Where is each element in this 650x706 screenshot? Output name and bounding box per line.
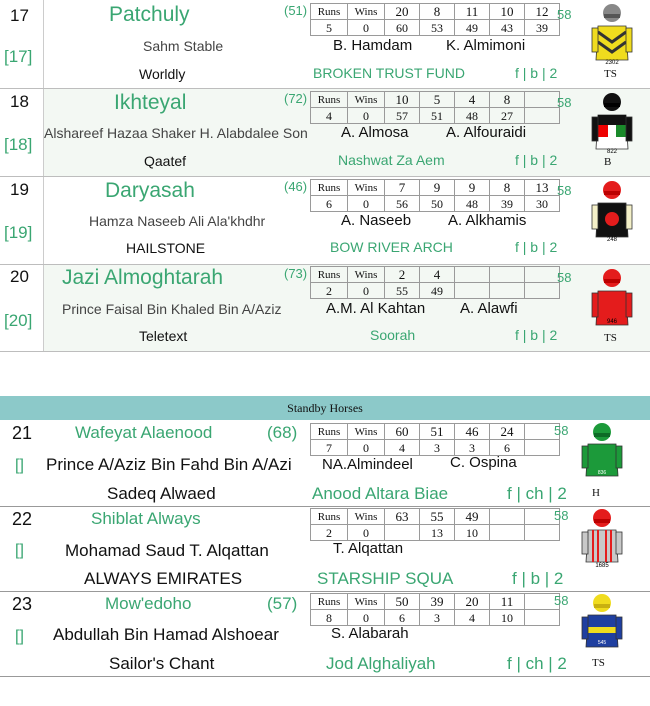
form-cell: 0 — [348, 440, 385, 456]
form-cell: 3 — [420, 610, 455, 626]
jockey: B. Hamdam — [333, 37, 413, 54]
form-cell — [490, 283, 525, 299]
runner-number: 22 — [12, 509, 33, 529]
trainer: A. Alkhamis — [448, 212, 527, 229]
form-cell: 39 — [490, 196, 525, 212]
sire: HAILSTONE — [126, 240, 206, 256]
form-cell: 39 — [420, 594, 455, 610]
trainer: A. Alawfi — [460, 300, 518, 317]
runner-index: [17] — [4, 47, 33, 66]
form-table — [310, 179, 560, 212]
dam: STARSHIP SQUA — [317, 569, 454, 588]
badge: TS — [592, 657, 605, 669]
flags: f | b | 2 — [515, 152, 558, 168]
form-cell: 43 — [490, 20, 525, 36]
sire: Worldly — [139, 66, 186, 82]
form-cell: 4 — [455, 92, 490, 108]
form-cell: 0 — [348, 283, 385, 299]
flags: f | ch | 2 — [507, 654, 567, 673]
silk-number: 836 — [597, 470, 607, 476]
trainer: C. Ospina — [450, 454, 517, 471]
form-cell: 6 — [385, 610, 420, 626]
horse-rating: (51) — [284, 3, 308, 18]
dam: BROKEN TRUST FUND — [313, 65, 465, 81]
form-cell: 63 — [385, 509, 420, 525]
form-cell: 7 — [311, 440, 348, 456]
form-cell: 13 — [525, 180, 560, 196]
horse-name[interactable]: Shiblat Always — [91, 509, 201, 528]
form-cell — [490, 509, 525, 525]
form-cell — [455, 283, 490, 299]
silk-number: 946 — [606, 319, 618, 325]
horse-rating: (57) — [267, 594, 298, 613]
owner: Alshareef Hazaa Shaker H. Alabdalee Son — [44, 125, 308, 141]
form-cell: 0 — [348, 108, 385, 124]
owner: Prince Faisal Bin Khaled Bin A/Aziz — [62, 301, 282, 317]
form-cell: 10 — [490, 4, 525, 20]
form-cell: 5 — [420, 92, 455, 108]
jockey: T. Alqattan — [333, 540, 404, 557]
horse-rating: (68) — [267, 423, 298, 442]
horse-name[interactable]: Mow'edoho — [105, 594, 192, 613]
form-cell: 60 — [385, 20, 420, 36]
runner-row — [0, 177, 650, 265]
weight: 58 — [557, 95, 572, 110]
form-cell: 8 — [420, 4, 455, 20]
form-cell: 56 — [385, 196, 420, 212]
form-cell: 9 — [420, 180, 455, 196]
form-cell: 49 — [455, 509, 490, 525]
wins-label: Wins — [348, 4, 385, 20]
form-cell: 4 — [420, 267, 455, 283]
dam: Jod Alghaliyah — [326, 654, 436, 673]
form-cell: 12 — [525, 4, 560, 20]
weight: 58 — [554, 423, 569, 438]
runner-row — [0, 265, 650, 352]
weight: 58 — [554, 508, 569, 523]
silk-number: 248 — [606, 237, 618, 243]
weight: 58 — [557, 7, 572, 22]
form-cell: 39 — [525, 20, 560, 36]
form-cell: 10 — [385, 92, 420, 108]
badge: TS — [604, 68, 617, 80]
jockey: A. Almosa — [341, 124, 409, 141]
form-cell: 46 — [455, 424, 490, 440]
form-cell: 24 — [490, 424, 525, 440]
form-cell: 6 — [490, 440, 525, 456]
runner-index: [] — [15, 628, 24, 645]
horse-rating: (72) — [284, 91, 308, 106]
form-cell — [525, 283, 560, 299]
owner: Sahm Stable — [143, 38, 224, 54]
form-cell: 11 — [490, 594, 525, 610]
form-table — [310, 91, 560, 124]
form-cell: 55 — [420, 509, 455, 525]
runs-label: Runs — [311, 4, 348, 20]
form-table — [310, 266, 560, 299]
jockey-silks-icon — [590, 91, 634, 155]
dam: Soorah — [370, 327, 416, 343]
wins-label: Wins — [348, 509, 385, 525]
form-cell: 27 — [490, 108, 525, 124]
runs-label: Runs — [311, 180, 348, 196]
form-table — [310, 3, 560, 36]
form-cell: 51 — [420, 424, 455, 440]
form-cell: 50 — [385, 594, 420, 610]
form-cell — [490, 525, 525, 541]
trainer: K. Almimoni — [446, 37, 526, 54]
runner-number: 20 — [10, 267, 29, 286]
form-cell: 7 — [385, 180, 420, 196]
horse-name[interactable]: Jazi Almoghtarah — [62, 266, 224, 289]
weight: 58 — [557, 183, 572, 198]
runner-row — [0, 89, 650, 177]
jockey: A.M. Al Kahtan — [326, 300, 426, 317]
runs-label: Runs — [311, 509, 348, 525]
form-cell: 10 — [490, 610, 525, 626]
horse-name[interactable]: Ikhteyal — [114, 91, 187, 114]
owner: Mohamad Saud T. Alqattan — [65, 541, 269, 560]
weight: 58 — [554, 593, 569, 608]
form-table — [310, 508, 560, 541]
form-cell — [525, 440, 560, 456]
form-cell: 4 — [455, 610, 490, 626]
form-cell — [455, 267, 490, 283]
silk-number: 822 — [606, 149, 618, 155]
form-cell: 8 — [490, 92, 525, 108]
flags: f | ch | 2 — [507, 484, 567, 503]
runner-row — [0, 0, 650, 89]
form-table — [310, 423, 560, 456]
form-cell: 60 — [385, 424, 420, 440]
form-cell: 55 — [385, 283, 420, 299]
form-cell: 49 — [420, 283, 455, 299]
form-cell: 57 — [385, 108, 420, 124]
wins-label: Wins — [348, 594, 385, 610]
runner-number: 23 — [12, 594, 33, 614]
jockey-silks-icon — [590, 267, 634, 331]
badge: B — [604, 156, 612, 168]
owner: Abdullah Bin Hamad Alshoear — [53, 625, 279, 644]
sire: Sadeq Alwaed — [107, 484, 216, 503]
runner-index: [18] — [4, 135, 33, 154]
form-cell: 0 — [348, 610, 385, 626]
dam: BOW RIVER ARCH — [330, 239, 453, 255]
dam: Nashwat Za Aem — [338, 152, 445, 168]
jockey-silks-icon — [580, 508, 624, 568]
jockey-silks-icon — [590, 2, 634, 66]
form-cell: 6 — [311, 196, 348, 212]
sire: Teletext — [139, 328, 188, 344]
runner-index: [19] — [4, 223, 33, 242]
runner-index: [] — [15, 542, 24, 559]
form-cell: 3 — [420, 440, 455, 456]
jockey-silks-icon — [590, 179, 634, 243]
standby-header: Standby Horses — [0, 396, 650, 420]
runs-label: Runs — [311, 92, 348, 108]
horse-rating: (46) — [284, 179, 308, 194]
dam: Anood Altara Biae — [312, 484, 449, 503]
wins-label: Wins — [348, 180, 385, 196]
form-cell: 49 — [455, 20, 490, 36]
form-cell: 2 — [385, 267, 420, 283]
badge: TS — [604, 332, 617, 344]
form-cell: 3 — [455, 440, 490, 456]
trainer: A. Alfouraidi — [446, 124, 527, 141]
silk-number: 1685 — [595, 563, 609, 568]
form-cell: 11 — [455, 4, 490, 20]
wins-label: Wins — [348, 92, 385, 108]
runner-number: 19 — [10, 180, 29, 199]
standby-row — [0, 507, 650, 592]
silk-number: 2302 — [605, 60, 619, 66]
form-cell: 0 — [348, 196, 385, 212]
form-cell: 5 — [311, 20, 348, 36]
horse-name[interactable]: Patchuly — [109, 3, 190, 26]
form-cell: 53 — [420, 20, 455, 36]
form-cell: 4 — [311, 108, 348, 124]
runner-index: [] — [15, 457, 24, 474]
horse-rating: (73) — [284, 266, 308, 281]
runs-label: Runs — [311, 594, 348, 610]
form-cell: 48 — [455, 196, 490, 212]
runner-number: 17 — [10, 6, 29, 25]
runs-label: Runs — [311, 424, 348, 440]
jockey: S. Alabarah — [331, 625, 409, 642]
sire: Qaatef — [144, 153, 187, 169]
weight: 58 — [557, 270, 572, 285]
form-cell: 8 — [311, 610, 348, 626]
horse-name[interactable]: Daryasah — [105, 179, 195, 202]
form-cell: 20 — [455, 594, 490, 610]
runs-label: Runs — [311, 267, 348, 283]
form-table — [310, 593, 560, 626]
flags: f | b | 2 — [515, 239, 558, 255]
form-cell — [490, 267, 525, 283]
runner-number: 21 — [12, 423, 33, 443]
form-cell: 20 — [385, 4, 420, 20]
wins-label: Wins — [348, 424, 385, 440]
form-cell: 9 — [455, 180, 490, 196]
badge: H — [592, 487, 600, 499]
jockey: NA.Almindeel — [322, 456, 413, 473]
form-cell: 30 — [525, 196, 560, 212]
form-cell: 13 — [420, 525, 455, 541]
horse-name[interactable]: Wafeyat Alaenood — [75, 423, 213, 442]
form-cell: 0 — [348, 525, 385, 541]
standby-row — [0, 592, 650, 677]
form-cell: 0 — [348, 20, 385, 36]
form-cell: 4 — [385, 440, 420, 456]
form-cell: 10 — [455, 525, 490, 541]
form-cell — [525, 108, 560, 124]
owner: Hamza Naseeb Ali Ala'khdhr — [89, 213, 266, 229]
form-cell — [525, 92, 560, 108]
owner: Prince A/Aziz Bin Fahd Bin A/Azi — [46, 455, 292, 474]
form-cell: 51 — [420, 108, 455, 124]
silk-number: 545 — [597, 640, 607, 646]
form-cell: 8 — [490, 180, 525, 196]
form-cell: 50 — [420, 196, 455, 212]
sire: Sailor's Chant — [109, 654, 215, 673]
jockey-silks-icon — [580, 422, 624, 480]
wins-label: Wins — [348, 267, 385, 283]
form-cell — [525, 610, 560, 626]
flags: f | b | 2 — [515, 327, 558, 343]
flags: f | b | 2 — [515, 65, 558, 81]
form-cell — [385, 525, 420, 541]
runner-index: [20] — [4, 311, 33, 330]
standby-row — [0, 421, 650, 507]
form-cell — [525, 267, 560, 283]
flags: f | b | 2 — [512, 569, 564, 588]
form-cell — [525, 525, 560, 541]
runner-number: 18 — [10, 92, 29, 111]
form-cell: 2 — [311, 525, 348, 541]
form-cell: 2 — [311, 283, 348, 299]
sire: ALWAYS EMIRATES — [84, 569, 243, 588]
jockey: A. Naseeb — [341, 212, 412, 229]
form-cell: 48 — [455, 108, 490, 124]
jockey-silks-icon — [580, 593, 624, 651]
